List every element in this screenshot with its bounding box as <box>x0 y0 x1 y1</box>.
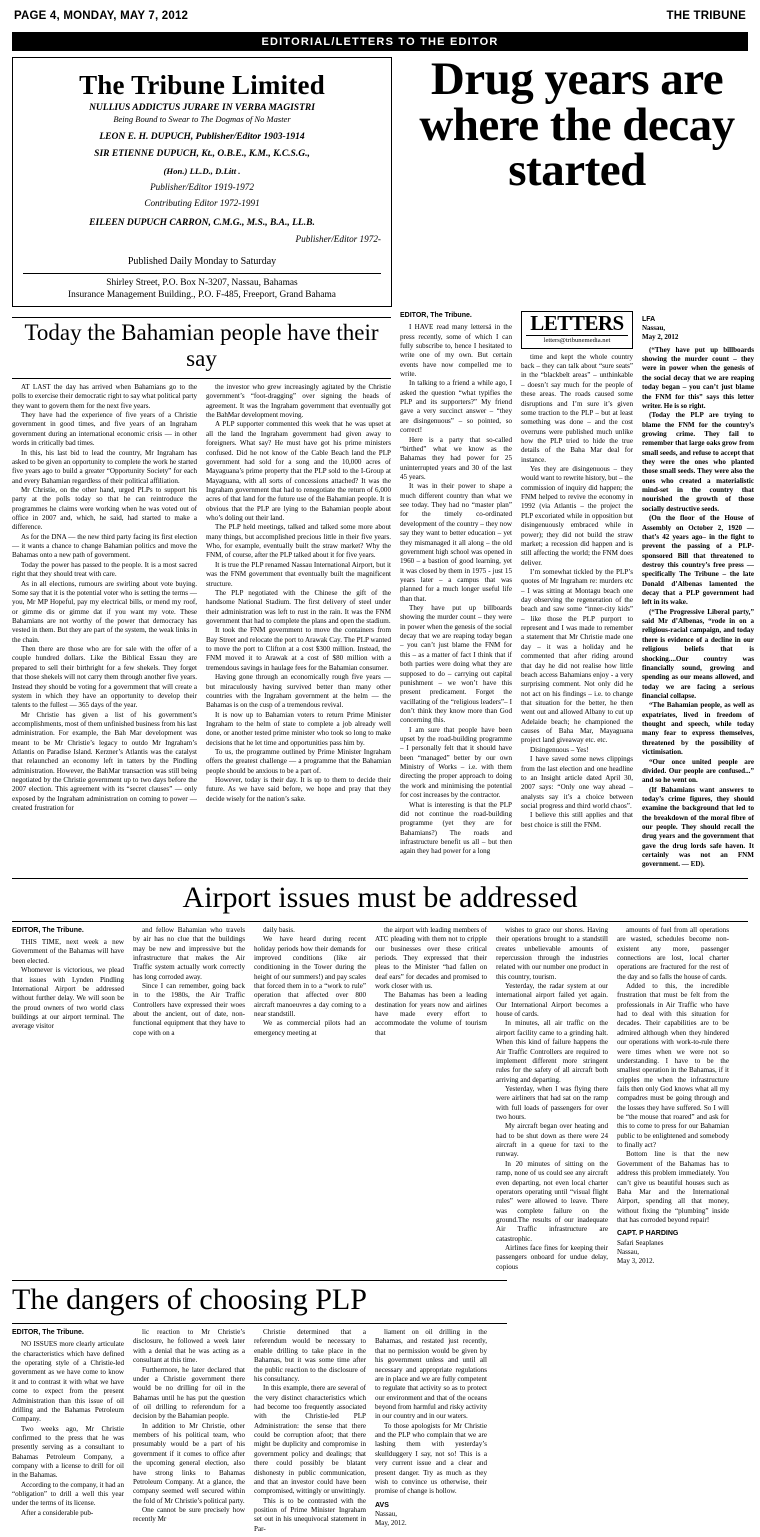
masthead-editor-3-term: Publisher/Editor 1972- <box>295 234 381 244</box>
paragraph: To those apologists for Mr Christie and the PLP who complain that we are lashing them with yesterday’s skullduggery I say, not so! This is a very current issue and a clear and present danger. Try as much as they wish to convince us otherwise, their promise of change is hollow. <box>375 1421 487 1496</box>
paragraph: As for the DNA — the new third party facing its first election — it wants a chance to change Bahamian politics and move the Bahamas onto a new path of government. <box>12 532 197 560</box>
paragraph: I’m somewhat tickled by the PLP’s quotes of Mr Ingraham re: murders etc – I was sitting at Montagu beach one day observing the regeneration of the beach and saw some “inner-city kids” – like those the PLP purport to represent and I was made to remember a statement that Mr Christie made one day – it was a holiday and he commented that after riding around that day he did not realise how little beach access Bahamians enjoy - a very surprising comment. Not only did he not act on his findings – i.e. to change that situation for the better, he then went out and allowed Albany to cut up Adelaide beach; he championed the causes of Baha Mar, Mayaguana project land giveaway etc. etc. <box>521 567 633 745</box>
airport-column-6 <box>617 926 729 1272</box>
letter-column-3-editors-note <box>642 311 754 870</box>
editorial-rule-under-title <box>12 378 391 379</box>
paragraph: Then there are those who are for sale with the offer of a couple hundred dollars. Like the Biblical Essau they are prepared to sell their birthright for a few shekels. They forget that those shekels will not carry them through another five years. Instead they should be voting for a government that will create a system in which they have an opportunity to develop their talents to the fullest — 365 days of the year. <box>12 645 197 710</box>
airport-column-4 <box>375 926 487 1272</box>
paragraph: Here is a party that so-called “birthed” what we know as the Bahamas they had power for 25 uninterrupted years and 30 of the last 45 years. <box>400 435 512 481</box>
paragraph: (If Bahamians want answers to today’s crime figures, they should examine the background that led to the breakdown of the moral fibre of our people. They should recall the drug years and the government that gave the drug lords safe haven. It certainly was not an FNM government. — ED). <box>642 785 754 869</box>
paragraph: Two weeks ago, Mr Christie confirmed to the press that he was presently serving as a consultant to Bahamas Petroleum Company, a company with a license to drill for oil in the Bahamas. <box>12 1424 124 1480</box>
paragraph: One cannot be sure precisely how recently Mr <box>133 1505 245 1524</box>
lead-headline-area <box>402 53 748 307</box>
paragraph: The PLP negotiated with the Chinese the gift of the handsome National Stadium. The first delivery of steel under their administration was left to rust in the rain. It was the FNM government that had to complete the plans and open the stadium. <box>206 588 391 625</box>
paragraph: (On the floor of the House of Assembly on October 2, 1920 — that’s 42 years ago– in the fight to prevent the passing of a PLP-sponsored Bill that threatened to destroy this country’s free press — specifically The Tribune – the late Donald d’Albenas lamented the decay that a PLP government had left in its wake. <box>642 514 754 607</box>
paragraph: In 20 minutes of sitting on the ramp, none of us could see any aircraft even departing, not even local charter operators operating until “visual flight rules” were allowed to leave. There was complete failure on the ground.The results of our inadequate Air Traffic infrastructure are catastrophic. <box>496 1159 608 1243</box>
airport-column-2 <box>133 926 245 1272</box>
paragraph: daily basis. <box>263 925 295 934</box>
paragraph: Whomever is victorious, we plead that issues with Lynden Pindling International Airport be addressed without further delay. We will soon be the proud owners of two world class buildings at our airport terminal. The average visitor <box>12 966 124 1031</box>
masthead-title: The Tribune Limited <box>79 70 325 100</box>
letters-email[interactable]: letters@tribunemedia.net <box>526 335 628 346</box>
paragraph: lic reaction to Mr Christie’s disclosure, he followed a week later with a denial that he was acting as a consultant at this time. <box>133 1328 245 1365</box>
paragraph: We as commercial pilots had an emergency meeting at <box>254 1019 366 1037</box>
paragraph: In minutes, all air traffic on the airport facility came to a grinding halt. When this kind of failure happens the Air Traffic Controllers are required to implement different more stringent rules for the safety of all aircraft both arriving and departing. <box>496 1019 608 1084</box>
plp-rule-top <box>12 1280 507 1281</box>
publication-name: THE TRIBUNE <box>666 10 746 22</box>
airport-signature-date: May 3, 2012. <box>617 1257 655 1266</box>
plp-column-3 <box>254 1328 366 1534</box>
editorial-and-letters <box>12 311 754 870</box>
paragraph: liament on oil drilling in the Bahamas, and restated just recently, that no permission would be given by his government unless and until all necessary and appropriate regulations are in place and we are fully competent to regulate that activity so as to protect our environment and that of the oceans beyond from harmful and risky activity in our country and in our waters. <box>375 1328 487 1421</box>
editorial-column-2 <box>206 383 391 814</box>
airport-signature-place: Nassau, <box>617 1247 639 1256</box>
paragraph: It was in their power to shape a much different country than what we see today. They had no “master plan” for the timely co-ordinated development of the country – they now say they want to better education – yet they mismanaged it all along – the old government high school was opened in 1960 – a bastion of good learning, yet it was closed by them in 1975 - just 15 years later – a campus that was planned for a much longer useful life than that. <box>400 482 512 603</box>
paragraph: What is interesting is that the PLP did not continue the road-building programme (yet they are for Bahamians?) The roads and infrastructure benefit us all – but then again they had power for a long <box>400 800 512 856</box>
masthead-motto-translation: Being Bound to Swear to The Dogmas of No Master <box>113 114 291 124</box>
paragraph: amounts of fuel from all operations are wasted, schedules become non-existent any more, passenger connections are lost, local charter operations are fractured for the rest of the day and so falls the house of cards. <box>617 925 729 981</box>
paragraph: Yesterday, the radar system at our international airport failed yet again. Our International Airport becomes a house of cards. <box>496 981 608 1019</box>
paragraph: Added to this, the incredible frustration that must be felt from the professionals in Air Traffic who have had to deal with this situation for decades. Their capabilities are to be admired although when they hindered our operations with work-to-rule there were times when we were not so understanding. I have to be the smallest operation in the Bahamas, if it cripples me when the infrastructure fails then only God knows what all my compadres must be going through and the losses they have suffered. So I will be “the mouse that roared” and ask for this to come to press for our Bahamian public to be enlightened and somebody to finally act? <box>617 981 729 1150</box>
masthead-and-headline <box>12 53 748 307</box>
masthead-address-freeport: Insurance Management Building., P.O. F-485, Freeport, Grand Bahama <box>68 290 336 300</box>
masthead-editor-2-term: Publisher/Editor 1919-1972 <box>150 182 254 192</box>
airport-title: Airport issues must be addressed <box>182 880 578 914</box>
paragraph: NO ISSUES more clearly articulate the characteristics which have defined the operating style of a Christie-led government as we have come to know it and to contrast it with what we have come to expect from the present Administration than this issue of oil drilling and the Bahamas Petroleum Company. <box>12 1340 124 1424</box>
plp-columns <box>12 1328 507 1534</box>
paragraph: A PLP supporter commented this week that he was upset at all the land the Ingraham government had given away to foreigners. What say? He must have got his prime ministers confused. Did he not know of the Cable Beach land the PLP government had sold for a song and the 10,000 acres of Mayaguana’s prime property that the PLP sold to the I-Group at Mayaguana, with all sorts of concessions attached? It was the Ingraham government that had to renegotiate the return of 6,000 acres of that land for the future use of the Bahamian people. It is obvious that the PLP are lying to the Bahamian people about who’s doling out their land. <box>206 420 391 523</box>
plp-signature-place: Nassau, <box>375 1509 397 1518</box>
masthead-publish-frequency: Published Daily Monday to Saturday <box>127 256 277 267</box>
paragraph: Yes they are disingenuous – they would want to rewrite history, but – the commission of inquiry did happen; the FNM helped to revive the economy in 1992 (via Atlantis – the project the PLP excoriated while in opposition but disingenuously embraced while in power); they did not build the straw market; a recession did happen and is still affecting the world; the FNM does deliver. <box>521 465 633 567</box>
section-bar: EDITORIAL/LETTERS TO THE EDITOR <box>12 33 748 51</box>
plp-title: The dangers of choosing PLP <box>12 1283 367 1317</box>
paragraph: Since I can remember, going back in to the 1980s, the Air Traffic Controllers have expressed their woes about the ancient, out of date, non-functional equipment that they have to cope with on a <box>133 981 245 1037</box>
airport-editor-label: EDITOR, The Tribune. <box>12 926 84 934</box>
paragraph: time and kept the whole country back – they can talk about “sure seats” in the “blackbelt areas” – unthinkable – doesn’t say much for the people of these areas. The roads caused some disruptions and I’m sure it’s given some traction to the PLP – but at least something was done – and the cost overruns were published much unlike how the PLP tried to hide the true details of the Baha Mar deal for instance. <box>521 352 633 464</box>
paragraph: and fellow Bahamian who travels by air has no clue that the buildings may be new and impressive but the infrastructure that makes the Air Traffic system actually work correctly has long corroded away. <box>133 925 245 981</box>
paragraph: In talking to a friend a while ago, I asked the question “what typifies the PLP and its supporters?” My friend gave a very succinct answer – “they are disingenuous” – so pointed, so correct! <box>400 379 512 435</box>
paragraph: I am sure that people have been upset by the road-building programme – I personally felt that it should have been “managed” better by our own Ministry of Works – i.e. with them directing the proper approach to doing the work and minimising the potential for cost increases by the contractor. <box>400 725 512 800</box>
paragraph: The PLP held meetings, talked and talked some more about many things, but accomplished precious little in their five years. Who, for example, eventually built the straw market? Why the FNM, of course, after the PLP talked about it for five years. <box>206 523 391 560</box>
letter-editor-label: EDITOR, The Tribune. <box>400 312 472 319</box>
plp-editor-label: EDITOR, The Tribune. <box>12 1329 84 1337</box>
paragraph: AT LAST the day has arrived when Bahamians go to the polls to exercise their democratic right to say what political party they want to govern them for the next five years. <box>12 383 197 410</box>
paragraph: They have put up billboards showing the murder count – they were in power when the genesis of the social decay that we are reaping today began – you can’t just blame the FNM for this – as a matter of fact I think that if both parties were doing what they are supposed to do – carrying out capital punishment – we won’t have this present predicament. Forget the vacillating of the “religious leaders”– I don’t think they know more than God concerning this. <box>400 604 512 725</box>
paragraph: After a considerable pub- <box>21 1508 94 1517</box>
airport-column-5 <box>496 926 608 1272</box>
letter-column-1 <box>400 311 512 870</box>
paragraph: We have heard during recent holiday periods how their demands for improved conditions (like air conditioning in the Tower during the height of our summers!) and pay scales that forced them in to a “work to rule” operation that affected over 800 aircraft manoeuvres a day coming to a near standstill. <box>254 935 366 1019</box>
paragraph: I HAVE read many lettersá in the press recently, some of which I can fully subscribe to, hence I hesitated to write one of my own. But certain events have now compelled me to write. <box>400 323 512 379</box>
editorial-column-1 <box>12 383 197 814</box>
plp-column-2 <box>133 1328 245 1534</box>
paragraph: wishes to grace our shores. Having their operations brought to a standstill creates unbelievable amounts of repercussion through the industries related with our number one product in this country, tourism. <box>496 925 608 981</box>
paragraph: It is true the PLP renamed Nassau International Airport, but it was the FNM government that eventually built the magnificent structure. <box>206 560 391 588</box>
letter-column-2 <box>521 311 633 870</box>
masthead-editor-1: LEON E. H. DUPUCH, Publisher/Editor 1903-1914 <box>99 132 305 142</box>
airport-columns <box>12 926 748 1272</box>
letter-signature-date: May 2, 2012 <box>642 333 679 342</box>
paragraph: In this, his last bid to lead the country, Mr Ingraham has asked to be given an opportunity to complete the work he started five years ago to build a greater “Opportunity Society” for each and every Bahamian regardless of their political affiliation. <box>12 448 197 485</box>
airport-rule-under-title <box>12 921 748 922</box>
editorial-title: Today the Bahamian people have their say <box>24 320 379 371</box>
paragraph: (Today the PLP are trying to blame the FNM for the country’s growing crime. They fail to remember that large oaks grow from small seeds, and refuse to accept that they were the ones who planted those small seeds. They were also the ones who created a materialistic mind-set in the country that nourished the growth of those socially destructive seeds. <box>642 411 754 513</box>
masthead-editor-2b: (Hon.) LL.D., D.Litt . <box>163 166 241 176</box>
paragraph: the airport with leading members of ATC pleading with them not to cripple our businesses over these critical periods. They expressed that their pleas to the Minister “had fallen on deaf ears” for decades and promised to work closer with us. <box>375 925 487 990</box>
paragraph: As in all elections, rumours are swirling about vote buying. Some say that it is the potential voter who is setting the terms — you, Mr MP Hopeful, pay my electrical bills, or mend my roof, or gimme dis or gimme dat if you want my vote. These Bahamians are not worthy of the power that democracy has vested in them. But they are part of the system, the weak links in the chain. <box>12 579 197 644</box>
editorial-rule-top <box>12 317 391 318</box>
paragraph: It took the FNM government to move the containers from Bay Street and relocate the port to Arawak Cay. The PLP wanted to move the port to Clifton at a cost $300 million. Instead, the FNM moved it to Arawak at a cost of $80 million with a tremendous savings in haulage fees for the Bahamian consumer. <box>206 626 391 672</box>
plp-signature-date: May, 2012. <box>375 1519 407 1528</box>
paragraph: Mr Christie, on the other hand, urged PLPs to support his party at the polls today so that he can reintroduce the programmes he claims were working when he was voted out of office in 2007 and, which, he said, had started to make a difference. <box>12 485 197 532</box>
paragraph: They have had the experience of five years of a Christie government in good times, and five years of an Ingraham government during an international economic crisis — in other words in critically bad times. <box>12 411 197 448</box>
airport-column-3 <box>254 926 366 1272</box>
letter-signature-place: Nassau, <box>642 324 666 333</box>
paragraph: My aircraft began over heating and had to be shut down as there were 24 aircraft in a queue for taxi to the runway. <box>496 1122 608 1159</box>
plp-signature-name: AVS <box>375 1501 389 1509</box>
paragraph: Christie determined that a referendum would be necessary to enable drilling to take place in the Bahamas, but it was some time after the public reaction to the disclosure of his consultancy. <box>254 1328 366 1383</box>
paragraph: However, today is their day. It is up to them to decide their future. As we have said before, we hope and pray that they decide wisely for the nation’s sake. <box>206 776 391 803</box>
airport-signature-name: CAPT. P HARDING <box>617 1230 679 1238</box>
paragraph: (“They have put up billboards showing the murder count – they were in power when the genesis of the social decay that we are reaping today began – you can’t just blame the FNM for this” says this letter writer. He is so right. <box>642 345 754 410</box>
airport-signature-org: Safari Seaplanes <box>617 1238 664 1247</box>
paragraph: Having gone through an economically rough five years — but miraculously having survived better than many other countries with the Ingraham government at the helm — the Bahamas is on the cusp of a tremendous revival. <box>206 673 391 710</box>
masthead-editor-2: SIR ETIENNE DUPUCH, Kt., O.B.E., K.M., K.C.S.G., <box>94 149 310 159</box>
letters-columns <box>400 311 754 870</box>
paragraph: According to the company, it had an “obligation” to drill a well this year under the terms of its license. <box>12 1480 124 1508</box>
masthead-motto: NULLIUS ADDICTUS JURARE IN VERBA MAGISTRI <box>89 103 315 113</box>
paragraph: Yesterday, when I was flying there were airliners that had sat on the ramp with full loads of passengers for over two hours. <box>496 1084 608 1122</box>
paragraph: This is to be contrasted with the position of Prime Minister Ingraham set out in his unequivocal statement in Par- <box>254 1496 366 1533</box>
paragraph: Airlines face fines for keeping their passengers onboard for undue delay, copious <box>496 1244 608 1271</box>
paragraph: Disingenuous – Yes! <box>530 745 589 754</box>
paragraph: Bottom line is that the new Government of the Bahamas has to address this problem immediately. You can’t give us beautiful houses such as Baha Mar and the International Airport, spending all that money, without fixing the “plumbing” inside that has corroded beyond repair! <box>617 1150 729 1224</box>
paragraph: (“The Progressive Liberal party,” said Mr d’Albenas, “rode in on a religious-racial campaign, and today there is evidence of a decline in our religious beliefs that is shocking....Our country was financially sound, growing and spending as our means allowed, and today we are facing a serious financial collapse. <box>642 607 754 700</box>
paragraph: Mr Christie has given a list of his government’s accomplishments, most of them unfinished business from his last administration. For example, the Bah Mar development was meant to be Mr Christie’s legacy to outdo Mr Ingraham’s Atlantis on Paradise Island. Kerzner’s Atlantis was the catalyst that relaunched an economy left in tatters by the Pindling administration. However, the BahMar transaction was still being negotiated by the Christie government up to two days before the 2007 election. This agreement with its “secret clauses” — only exposed by the Ingraham administration on coming to power — created frustration for <box>12 710 198 813</box>
editorial-columns <box>12 383 391 814</box>
paragraph: THIS TIME, next week a new Government of the Bahamas will have been elected. <box>12 938 124 965</box>
masthead-rule <box>23 273 381 274</box>
masthead-editor-3: EILEEN DUPUCH CARRON, C.M.G., M.S., B.A., LL.B. <box>89 218 315 228</box>
paragraph: Furthermore, he later declared that under a Christie government there would be no drilling for oil in the Bahamas until he has put the question of oil drilling to referendum for a decision by the Bahamian people. <box>133 1365 245 1421</box>
paragraph: I have saved some news clippings from the last election and one headline to an Insight article dated April 30, 2007 says: “Only one way ahead – analysts say it’s a choice between social progress and third world chaos”. <box>521 755 633 810</box>
plp-column-4 <box>375 1328 487 1534</box>
airport-column-1 <box>12 926 124 1272</box>
editorial-article <box>12 311 391 870</box>
running-head <box>12 10 748 26</box>
paragraph: The Bahamas has been a leading destination for years now and airlines have made every effort to accommodate the volume of tourism that <box>375 991 487 1037</box>
paragraph: “The Bahamian people, as well as expatriates, lived in freedom of thought and speech, while today many fear to express themselves, threatened by the possibility of victimisation. <box>642 701 754 757</box>
masthead-address-nassau: Shirley Street, P.O. Box N-3207, Nassau, Bahamas <box>106 278 298 288</box>
paragraph: In addition to Mr Christie, other members of his political team, who presumably would be a part of his government if it comes to office after the upcoming general election, also have strong links to Bahamas Petroleum Company. At a glance, the company seemed well secured within the fold of Mr Christie’s political party. <box>133 1421 245 1505</box>
lead-headline: Drug years are where the decay started <box>419 53 735 197</box>
masthead <box>12 57 392 307</box>
airport-rule-top <box>12 878 748 879</box>
letters-article <box>400 311 754 870</box>
masthead-contrib-term: Contributing Editor 1972-1991 <box>144 198 260 208</box>
paragraph: I believe this still applies and that best choice is still the FNM. <box>521 811 633 829</box>
page-date-label: PAGE 4, MONDAY, MAY 7, 2012 <box>14 10 189 22</box>
letters-logo-text: LETTERS <box>530 311 624 335</box>
paragraph: In this example, there are several of the very distinct characteristics which had become too frequently associated with the Christie-led PLP Administration: the sense that there could be corruption afoot; that there might be duplicity and compromise in government policy and dealings; that there could possibly be blatant dishonesty in public communication, and that an investor could have been compromised, wittingly or unwittingly. <box>254 1384 366 1496</box>
paragraph: It is now up to Bahamian voters to return Prime Minister Ingraham to the helm of state to complete a job already well done, or another tested prime minister who took so long to make decisions that he let time and opportunities pass him by. <box>206 710 391 747</box>
letter-signature-name: LFA <box>642 316 656 323</box>
plp-rule-under-title <box>12 1323 507 1324</box>
plp-column-1 <box>12 1328 124 1534</box>
paragraph: To us, the programme outlined by Prime Minister Ingraham offers the greatest challenge — a programme that the Bahamian people should be anxious to be a part of. <box>206 748 391 775</box>
letters-logo <box>521 311 633 349</box>
paragraph: Today the power has passed to the people. It is a most sacred right that they should treat with care. <box>12 560 197 579</box>
paragraph: “Our once united people are divided. Our people are confused...” and so he went on. <box>642 757 754 785</box>
paragraph: the investor who grew increasingly agitated by the Christie government’s “foot-dragging” over signing the heads of agreement. It was the Ingraham government that eventually got the BahMar development moving. <box>206 383 391 420</box>
